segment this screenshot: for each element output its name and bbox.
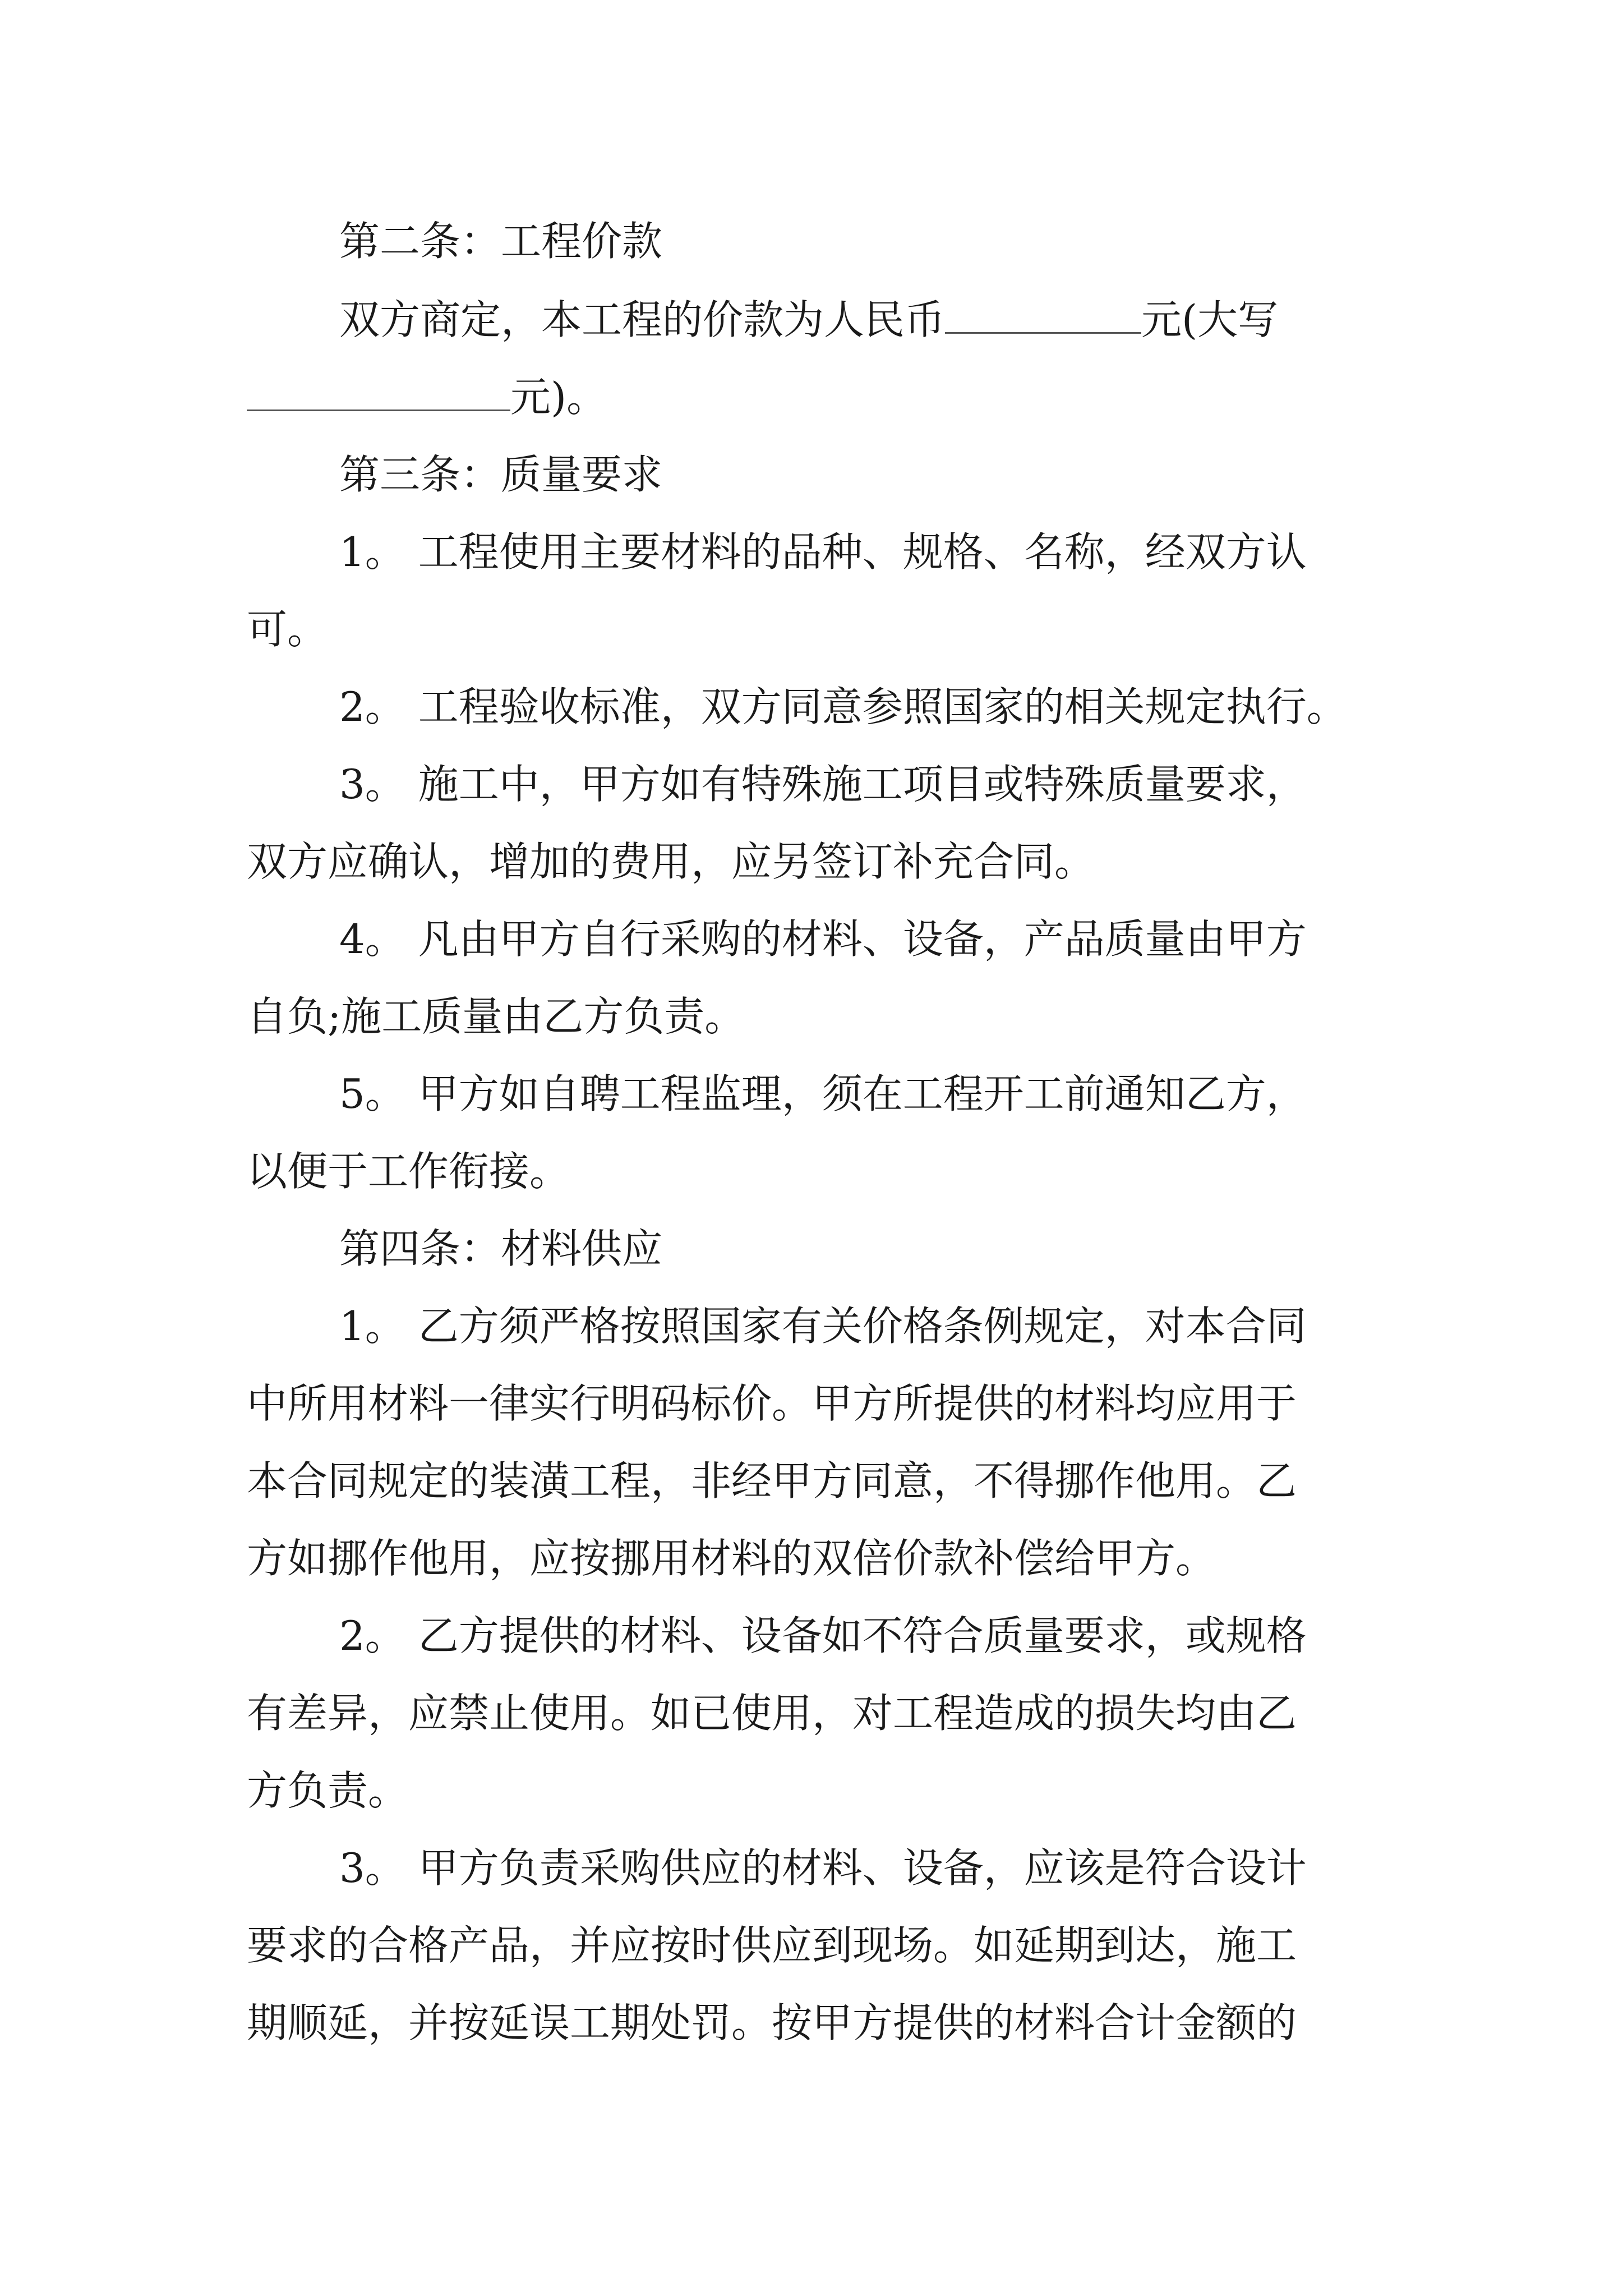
article-4-item-1-line-2: 中所用材料一律实行明码标价。甲方所提供的材料均应用于 bbox=[247, 1380, 1297, 1427]
article-3-item-4-line-1: 4。 凡由甲方自行采购的材料、设备，产品质量由甲方 bbox=[339, 915, 1307, 963]
article-2-heading: 第二条：工程价款 bbox=[339, 218, 663, 265]
article-4-item-1-line-3: 本合同规定的装潢工程，非经甲方同意，不得挪作他用。乙 bbox=[247, 1457, 1297, 1504]
article-4-item-3-line-2: 要求的合格产品，并应按时供应到现场。如延期到达，施工 bbox=[247, 1922, 1297, 1969]
price-clause-capital-text: 元(大写 bbox=[1141, 296, 1279, 343]
price-clause-line-2 bbox=[247, 369, 607, 425]
article-4-item-1-line-1: 1。 乙方须严格按照国家有关价格条例规定，对本合同 bbox=[339, 1303, 1307, 1350]
article-3-item-1-line-1: 1。 工程使用主要材料的品种、规格、名称，经双方认 bbox=[339, 528, 1307, 576]
article-4-item-2-line-1: 2。 乙方提供的材料、设备如不符合质量要求，或规格 bbox=[339, 1612, 1307, 1659]
article-4-heading: 第四条：材料供应 bbox=[339, 1225, 663, 1272]
price-clause-text: 双方商定，本工程的价款为人民币 bbox=[339, 296, 946, 343]
article-3-item-1-line-2: 可。 bbox=[247, 606, 328, 653]
price-clause-line-1 bbox=[339, 292, 1278, 348]
article-3-item-3-line-2: 双方应确认，增加的费用，应另签订补充合同。 bbox=[247, 838, 1095, 885]
article-4-item-1-line-4: 方如挪作他用，应按挪用材料的双倍价款补偿给甲方。 bbox=[247, 1535, 1216, 1582]
article-4-item-2-line-3: 方负责。 bbox=[247, 1767, 409, 1814]
price-capital-blank bbox=[247, 375, 510, 411]
article-3-item-3-line-1: 3。 施工中，甲方如有特殊施工项目或特殊质量要求， bbox=[339, 761, 1307, 808]
article-3-item-5-line-2: 以便于工作衔接。 bbox=[247, 1148, 570, 1195]
price-amount-blank bbox=[945, 297, 1141, 334]
article-3-item-2-line-1: 2。 工程验收标准，双方同意参照国家的相关规定执行。 bbox=[339, 683, 1347, 730]
price-clause-end-text: 元)。 bbox=[510, 374, 607, 421]
article-3-item-4-line-2: 自负;施工质量由乙方负责。 bbox=[247, 993, 745, 1040]
article-4-item-2-line-2: 有差异，应禁止使用。如已使用，对工程造成的损失均由乙 bbox=[247, 1690, 1297, 1737]
article-4-item-3-line-3: 期顺延，并按延误工期处罚。按甲方提供的材料合计金额的 bbox=[247, 1999, 1297, 2046]
article-3-item-5-line-1: 5。 甲方如自聘工程监理，须在工程开工前通知乙方， bbox=[339, 1070, 1307, 1117]
article-3-heading: 第三条：质量要求 bbox=[339, 451, 663, 498]
article-4-item-3-line-1: 3。 甲方负责采购供应的材料、设备，应该是符合设计 bbox=[339, 1844, 1307, 1892]
